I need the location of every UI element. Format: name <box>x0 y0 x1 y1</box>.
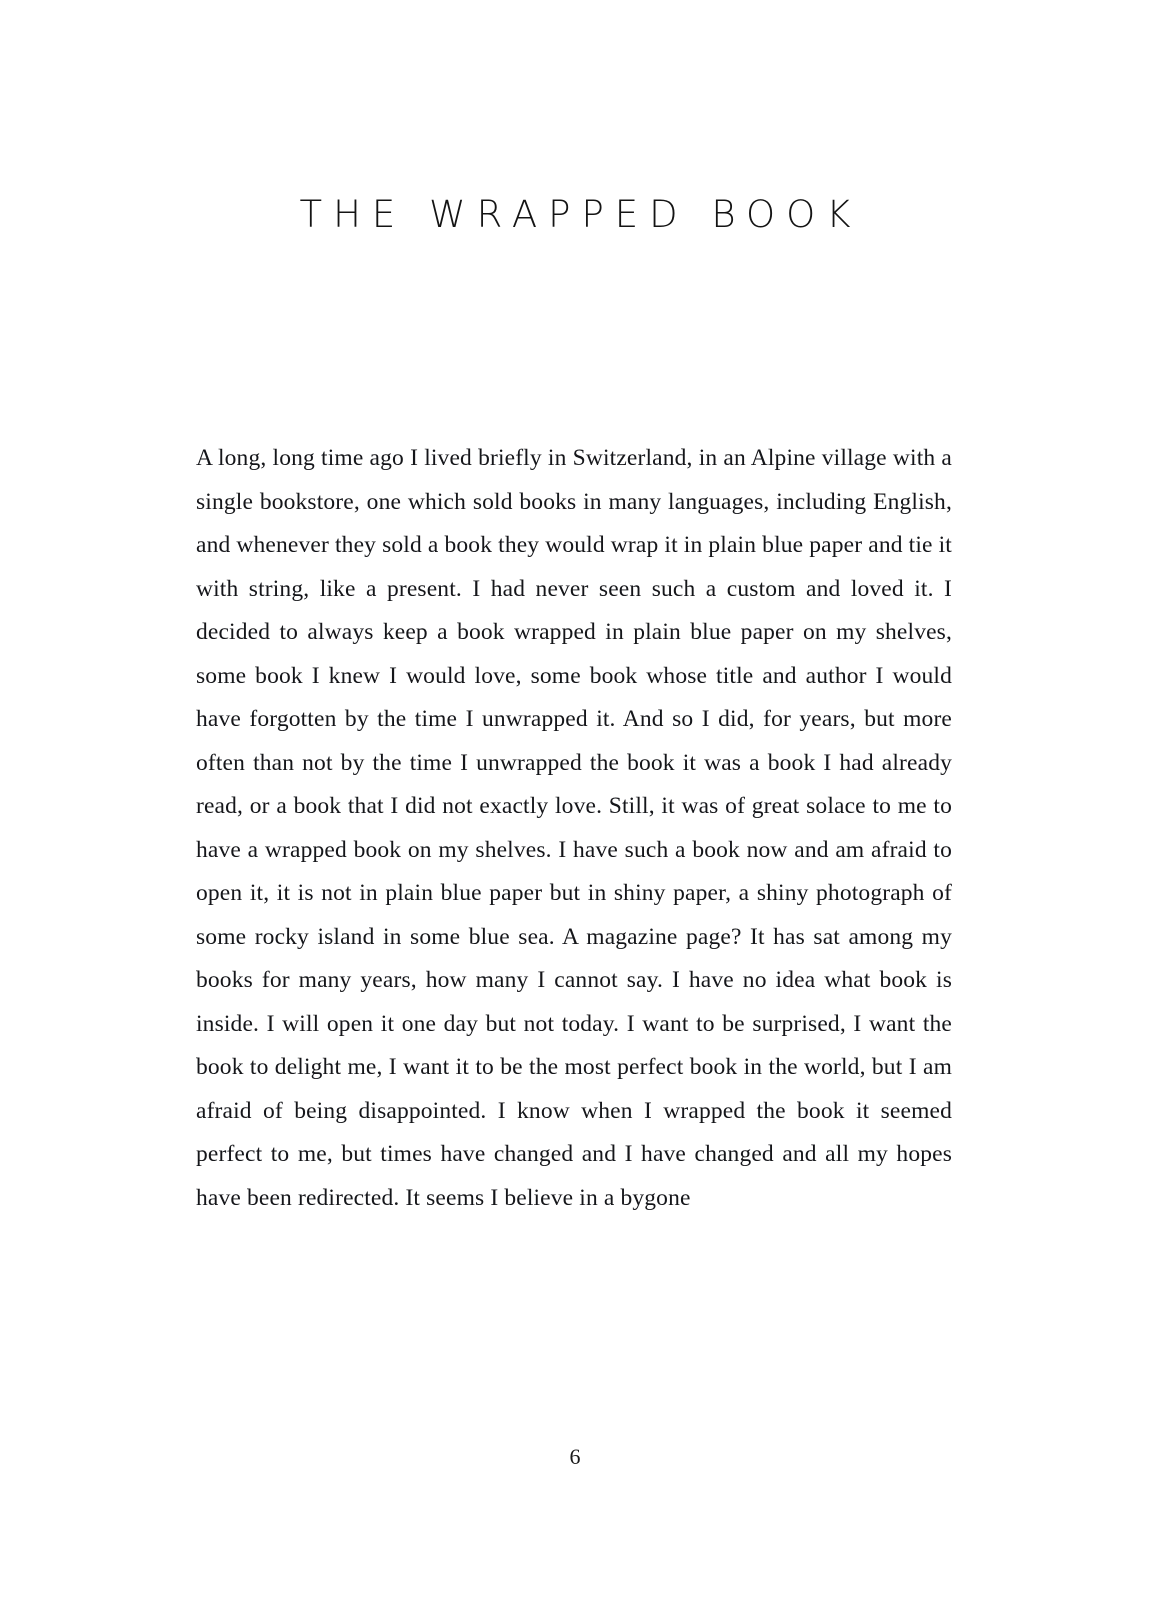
page-title: THE WRAPPED BOOK <box>299 192 862 236</box>
body-text-block <box>196 437 952 1220</box>
page-number: 6 <box>569 1444 581 1469</box>
body-paragraph: A long, long time ago I lived briefly in Switzerland, in an Alpine village with a single bookstore, one which sold books in many languages, including English, and whenever they sold a book they would wrap it in plain blue paper and tie it with string, like a present. I had never seen such a custom and loved it. I decided to always keep a book wrapped in plain blue paper on my shelves, some book I knew I would love, some book whose title and author I would have forgotten by the time I unwrapped it. And so I did, for years, but more often than not by the time I unwrapped the book it was a book I had already read, or a book that I did not exactly love. Still, it was of great solace to me to have a wrapped book on my shelves. I have such a book now and am afraid to open it, it is not in plain blue paper but in shiny paper, a shiny photograph of some rocky island in some blue sea. A magazine page? It has sat among my books for many years, how many I cannot say. I have no idea what book is inside. I will open it one day but not today. I want to be surprised, I want the book to delight me, I want it to be the most perfect book in the world, but I am afraid of being disappointed. I know when I wrapped the book it seemed perfect to me, but times have changed and I have changed and all my hopes have been redirected. It seems I believe in a bygone <box>196 445 952 1211</box>
